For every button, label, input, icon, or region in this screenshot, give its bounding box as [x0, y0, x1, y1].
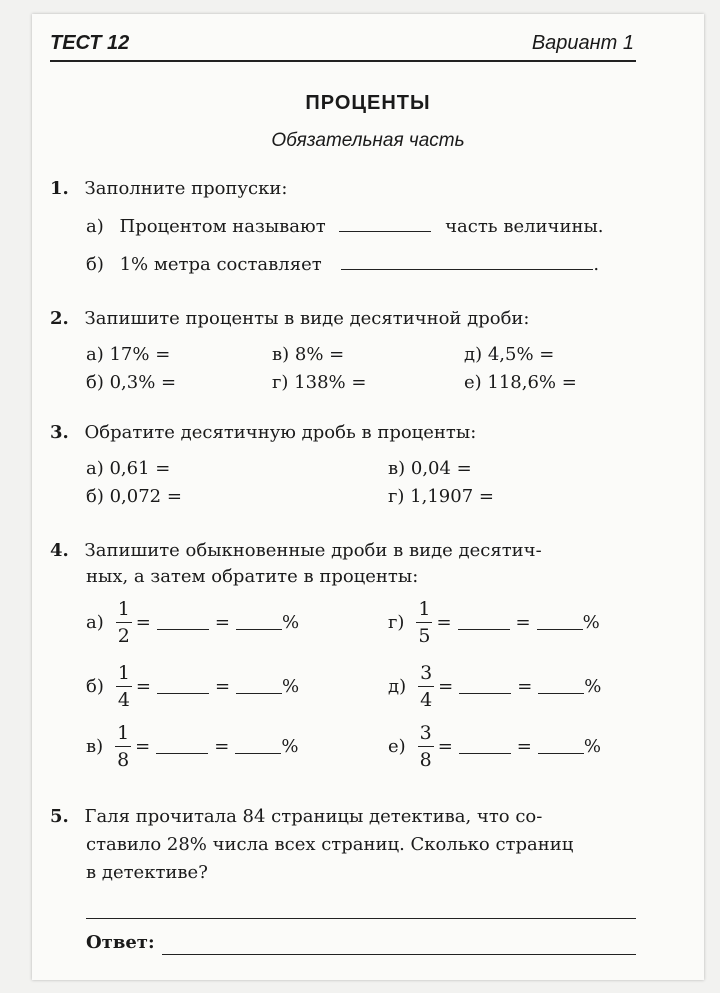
worksheet-page	[32, 14, 704, 980]
test-number: ТЕСТ 12	[50, 32, 130, 54]
q4-g-percent-blank[interactable]	[537, 615, 583, 630]
q4-e-label: е)	[388, 736, 406, 757]
q2-item-e: е) 118,6% =	[464, 372, 577, 393]
page-subtitle: Обязательная часть	[271, 130, 465, 151]
q2-item-g: г) 138% =	[272, 372, 367, 393]
percent-sign: %	[281, 736, 299, 757]
q1-b-pre: 1% метра составляет	[119, 254, 322, 275]
q4-heading	[50, 540, 542, 561]
q4-item-e	[388, 722, 601, 771]
q4-v-decimal-blank[interactable]	[156, 739, 208, 754]
q3-item-a: а) 0,61 =	[86, 458, 171, 479]
q5-line2: ставило 28% числа всех страниц. Сколько страниц	[86, 834, 574, 855]
q4-a-denominator: 2	[117, 625, 130, 647]
equals-sign: =	[214, 676, 231, 697]
q4-g-denominator: 5	[418, 625, 431, 647]
q5-line3: в детективе?	[86, 862, 208, 883]
q3-number: 3.	[50, 422, 69, 443]
q2-item-b: б) 0,3% =	[86, 372, 177, 393]
solution-line[interactable]	[86, 918, 636, 919]
q4-b-decimal-blank[interactable]	[157, 679, 209, 694]
q4-v-label: в)	[86, 736, 104, 757]
q4-number: 4.	[50, 540, 69, 561]
q1-b-blank[interactable]	[341, 255, 593, 270]
equals-sign: =	[438, 676, 454, 697]
equals-sign: =	[516, 736, 532, 757]
equals-sign: =	[135, 612, 151, 633]
fraction-bar	[116, 622, 132, 623]
q4-d-numerator: 3	[420, 662, 433, 684]
q2-number: 2.	[50, 308, 69, 329]
percent-sign: %	[281, 612, 300, 633]
q4-v-fraction	[115, 722, 131, 771]
q1-b	[86, 254, 599, 275]
q2-item-v: в) 8% =	[272, 344, 345, 365]
q4-b-numerator: 1	[117, 662, 130, 684]
q4-e-fraction	[418, 722, 434, 771]
q4-a-numerator: 1	[117, 598, 130, 620]
q4-e-decimal-blank[interactable]	[459, 739, 511, 754]
q4-item-a	[86, 598, 299, 647]
fraction-bar	[116, 686, 132, 687]
q1-heading	[50, 178, 287, 199]
q4-d-denominator: 4	[420, 689, 433, 711]
q2-item-d: д) 4,5% =	[464, 344, 555, 365]
q2-item-a: а) 17% =	[86, 344, 171, 365]
q4-g-fraction	[416, 598, 432, 647]
q4-v-percent-blank[interactable]	[235, 739, 281, 754]
q3-item-b: б) 0,072 =	[86, 486, 182, 507]
q4-a-fraction	[116, 598, 132, 647]
q4-a-decimal-blank[interactable]	[157, 615, 209, 630]
q5-heading	[50, 806, 542, 827]
q4-e-denominator: 8	[419, 749, 432, 771]
q1-number: 1.	[50, 178, 69, 199]
equals-sign: =	[515, 612, 531, 633]
equals-sign: =	[517, 676, 533, 697]
equals-sign: =	[135, 736, 151, 757]
percent-sign: %	[584, 676, 602, 697]
q4-a-label: а)	[86, 612, 104, 633]
q4-d-percent-blank[interactable]	[538, 679, 584, 694]
q4-e-percent-blank[interactable]	[538, 739, 584, 754]
q4-item-b	[86, 662, 299, 711]
q3-item-v: в) 0,04 =	[388, 458, 472, 479]
fraction-bar	[416, 622, 432, 623]
percent-sign: %	[282, 676, 300, 697]
q4-g-label: г)	[388, 612, 405, 633]
q4-b-fraction	[116, 662, 132, 711]
q1-a-blank[interactable]	[339, 217, 431, 232]
q4-line1: Запишите обыкновенные дроби в виде десятич-	[84, 540, 542, 561]
q4-v-numerator: 1	[117, 722, 130, 744]
equals-sign: =	[437, 736, 453, 757]
q1-a	[86, 216, 604, 237]
header-divider	[50, 60, 636, 62]
q4-item-v	[86, 722, 298, 771]
fraction-bar	[418, 686, 434, 687]
variant-label: Вариант 1	[531, 32, 634, 54]
q3-text: Обратите десятичную дробь в проценты:	[84, 422, 477, 443]
q1-a-label: а)	[86, 216, 104, 237]
q1-a-pre: Процентом называют	[119, 216, 326, 237]
q4-item-d	[388, 662, 601, 711]
q1-b-post: .	[593, 254, 600, 275]
q4-item-g	[388, 598, 600, 647]
percent-sign: %	[583, 736, 601, 757]
q4-d-fraction	[418, 662, 434, 711]
q1-a-post: часть величины.	[445, 216, 604, 237]
q4-d-label: д)	[388, 676, 407, 697]
q4-b-label: б)	[86, 676, 104, 697]
equals-sign: =	[214, 612, 230, 633]
q1-b-label: б)	[86, 254, 104, 275]
equals-sign: =	[214, 736, 230, 757]
q4-d-decimal-blank[interactable]	[459, 679, 511, 694]
fraction-bar	[418, 746, 434, 747]
equals-sign: =	[436, 612, 452, 633]
q4-e-numerator: 3	[419, 722, 432, 744]
q4-v-denominator: 8	[117, 749, 130, 771]
q3-heading	[50, 422, 476, 443]
equals-sign: =	[135, 676, 151, 697]
q4-b-denominator: 4	[117, 689, 130, 711]
q4-a-percent-blank[interactable]	[236, 615, 282, 630]
q4-b-percent-blank[interactable]	[236, 679, 282, 694]
q4-line2: ных, а затем обратите в проценты:	[86, 566, 419, 587]
percent-sign: %	[582, 612, 600, 633]
q2-heading	[50, 308, 530, 329]
q5-line1: Галя прочитала 84 страницы детектива, что со-	[84, 806, 543, 827]
q3-item-g: г) 1,1907 =	[388, 486, 494, 507]
q2-text: Запишите проценты в виде десятичной дроби:	[84, 308, 530, 329]
page-title: ПРОЦЕНТЫ	[305, 92, 431, 114]
answer-label: Ответ:	[86, 932, 155, 953]
q4-g-numerator: 1	[418, 598, 431, 620]
q1-text: Заполните пропуски:	[84, 178, 288, 199]
fraction-bar	[115, 746, 131, 747]
answer-line[interactable]	[162, 954, 636, 955]
q5-number: 5.	[50, 806, 69, 827]
q4-g-decimal-blank[interactable]	[458, 615, 510, 630]
